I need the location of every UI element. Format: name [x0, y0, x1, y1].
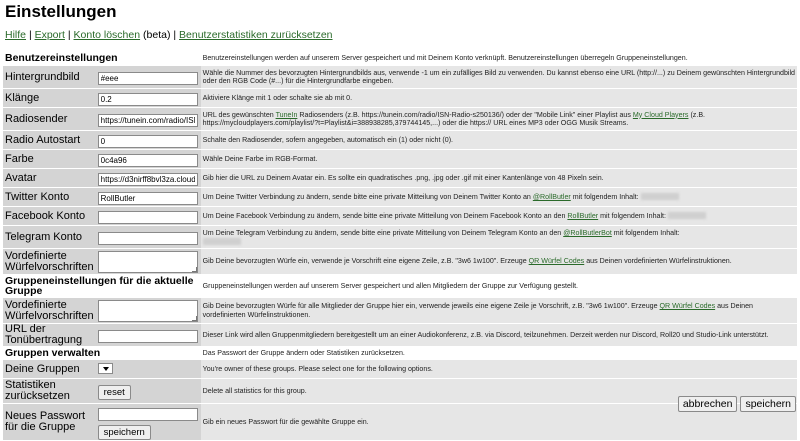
label-tonuebertragung: URL der Tonübertragung [3, 324, 96, 346]
nav-separator: | [28, 29, 32, 41]
delete-account-link[interactable]: Konto löschen [73, 29, 141, 41]
farbe-input[interactable] [98, 154, 198, 167]
telegram-input[interactable] [98, 232, 198, 245]
help-link[interactable]: Hilfe [5, 29, 27, 41]
row-farbe [3, 150, 797, 168]
resize-handle-icon[interactable] [192, 267, 197, 272]
section-group-settings [3, 275, 797, 297]
facebook-input[interactable] [98, 211, 198, 224]
desc-twitter: Um Deine Twitter Verbindung zu ändern, sende bitte eine private Mitteilung von Deinem Twitter Konto an @RollButler mit folgendem Inhalt: [201, 188, 797, 206]
redacted-code [668, 212, 706, 219]
desc-passwort: Gib ein neues Passwort für die gewählte Gruppe ein. [201, 404, 797, 440]
beta-label: (beta) [143, 29, 171, 41]
row-radio-autostart [3, 131, 797, 149]
section-heading-user: Benutzereinstellungen [3, 52, 201, 65]
section-desc-manage: Das Passwort der Gruppe ändern oder Statistiken zurücksetzen. [201, 347, 797, 359]
rollbutler-twitter-link[interactable]: @RollButler [532, 192, 571, 201]
label-facebook: Facebook Konto [3, 207, 96, 225]
nav-links [5, 29, 333, 41]
label-radio-autostart: Radio Autostart [3, 131, 96, 149]
section-manage-groups [3, 347, 797, 359]
redacted-code [641, 193, 679, 200]
tonuebertragung-input[interactable] [98, 330, 198, 343]
radio-autostart-input[interactable] [98, 135, 198, 148]
footer-actions [678, 396, 796, 412]
row-telegram [3, 226, 797, 248]
wuerfel-group-textarea[interactable] [98, 300, 198, 322]
section-desc-user: Benutzereinstellungen werden auf unserem Server gespeichert und mit Deinem Konto verknüpft. Benutzereinstellungen überregeln Gruppeneinstellungen. [201, 52, 797, 65]
qr-codes-link[interactable]: QR Würfel Codes [528, 257, 585, 266]
qr-codes-link[interactable]: QR Würfel Codes [659, 302, 716, 310]
label-farbe: Farbe [3, 150, 96, 168]
row-hintergrundbild [3, 66, 797, 88]
save-button[interactable]: speichern [740, 396, 796, 412]
row-twitter [3, 188, 797, 206]
row-wuerfel-group [3, 298, 797, 323]
label-twitter: Twitter Konto [3, 188, 96, 206]
section-heading-group: Gruppeneinstellungen für die aktuelle Gruppe [3, 275, 201, 297]
label-avatar: Avatar [3, 169, 96, 187]
klaenge-input[interactable] [98, 93, 198, 106]
label-wuerfel-group: Vordefinierte Würfelvorschriften [5, 298, 94, 322]
desc-radio-autostart: Schalte den Radiosender, sofern angegeben, automatisch ein (1) oder nicht (0). [201, 131, 797, 149]
resize-handle-icon[interactable] [192, 316, 197, 321]
desc-avatar: Gib hier die URL zu Deinem Avatar ein. Es sollte ein quadratisches .png, .jpg oder .gif mit einer Kantenlänge von 48 Pixeln sein. [201, 169, 797, 187]
page-title: Einstellungen [5, 2, 117, 21]
row-klaenge [3, 89, 797, 107]
cancel-button[interactable]: abbrechen [678, 396, 738, 412]
desc-facebook: Um Deine Facebook Verbindung zu ändern, sende bitte eine private Mitteilung von Deinem Facebook Konto an den RollButler mit folgendem Inhalt: [201, 207, 797, 225]
save-password-button[interactable]: speichern [98, 425, 151, 440]
label-telegram: Telegram Konto [3, 226, 96, 248]
label-wuerfel-user: Vordefinierte Würfelvorschriften [5, 249, 94, 273]
label-radiosender: Radiosender [3, 108, 96, 130]
desc-radiosender: URL des gewünschten TuneIn Radiosenders (z.B. https://tunein.com/radio/ISN-Radio-s250136/) oder der "Mobile Link" einer Playlist aus My Cloud Players (z.B. https://mycloudplayers.com/playlist/?t=Playlist&i=388938285,379744145,...) oder die https:// URL eines MP3 oder OGG Musik Streams. [201, 108, 797, 130]
groups-select[interactable] [98, 363, 113, 374]
label-deine-gruppen: Deine Gruppen [3, 360, 96, 378]
row-tonuebertragung [3, 324, 797, 346]
section-heading-manage: Gruppen verwalten [3, 347, 201, 359]
avatar-input[interactable] [98, 173, 198, 186]
wuerfel-user-textarea[interactable] [98, 251, 198, 273]
row-avatar [3, 169, 797, 187]
export-link[interactable]: Export [34, 29, 65, 41]
mycloudplayers-link[interactable]: My Cloud Players [632, 110, 689, 119]
rollbutler-facebook-link[interactable]: RollButler [567, 211, 599, 220]
hintergrundbild-input[interactable] [98, 72, 198, 85]
desc-hintergrundbild: Wähle die Nummer des bevorzugten Hintergrundbilds aus, verwende -1 um ein zufälliges Bild zu verwenden. Du kannst ebenso eine URL (http://...) zu Deinem gewünschten Hintergrundbild oder den RGB Code (#...) für die Hintergrundfarbe eingeben. [201, 66, 797, 88]
desc-wuerfel-user: Gib Deine bevorzugten Würfe ein, verwende je Vorschrift eine eigene Zeile, z.B. "3w6 1w100". Erzeuge QR Würfel Codes aus Deinen vordefinierten Würfelinstruktionen. [201, 249, 797, 274]
row-facebook [3, 207, 797, 225]
group-password-input[interactable] [98, 408, 198, 421]
label-hintergrundbild: Hintergrundbild [3, 66, 96, 88]
nav-separator: | [67, 29, 71, 41]
settings-table [3, 51, 797, 441]
section-desc-group: Gruppeneinstellungen werden auf unserem Server gespeichert und allen Mitgliedern der Gruppe zur Verfügung gestellt. [201, 275, 797, 297]
desc-klaenge: Aktiviere Klänge mit 1 oder schalte sie ab mit 0. [201, 89, 797, 107]
row-deine-gruppen [3, 360, 797, 378]
row-radiosender [3, 108, 797, 130]
label-passwort: Neues Passwort für die Gruppe [3, 404, 96, 440]
section-user-settings [3, 52, 797, 65]
desc-telegram: Um Deine Telegram Verbindung zu ändern, sende bitte eine private Mitteilung von Deinem Telegram Konto an den @RollButlerBot mit folgendem Inhalt: [201, 226, 797, 248]
redacted-code [203, 238, 241, 245]
reset-user-stats-link[interactable]: Benutzerstatistiken zurücksetzen [179, 29, 333, 41]
label-statistiken: Statistiken zurücksetzen [3, 379, 96, 403]
desc-wuerfel-group: Gib Deine bevorzugten Würfe für alle Mitglieder der Gruppe hier ein, verwende jeweils eine eigene Zeile je Vorschrift, z.B. "3w6 1w100". Erzeuge QR Würfel Codes aus Deinen vordefinierten Würfelinstruktionen. [201, 298, 797, 323]
nav-separator: | [173, 29, 177, 41]
row-wuerfel-user [3, 249, 797, 274]
desc-tonuebertragung: Dieser Link wird allen Gruppenmitgliedern bereitgestellt um an einer Audiokonferenz, z.B. via Discord, teilzunehmen. Derzeit werden nur Discord, Roll20 und Studio-Link unterstützt. [201, 324, 797, 346]
reset-stats-button[interactable]: reset [98, 385, 131, 400]
desc-deine-gruppen: You're owner of these groups. Please select one for the following options. [201, 360, 797, 378]
twitter-input[interactable] [98, 192, 198, 205]
label-klaenge: Klänge [3, 89, 96, 107]
radiosender-input[interactable] [98, 114, 198, 127]
rollbutlerbot-link[interactable]: @RollButlerBot [563, 228, 612, 237]
desc-statistiken: Delete all statistics for this group. [201, 379, 797, 403]
tunein-link[interactable]: TuneIn [275, 110, 298, 119]
desc-farbe: Wähle Deine Farbe im RGB-Format. [201, 150, 797, 168]
